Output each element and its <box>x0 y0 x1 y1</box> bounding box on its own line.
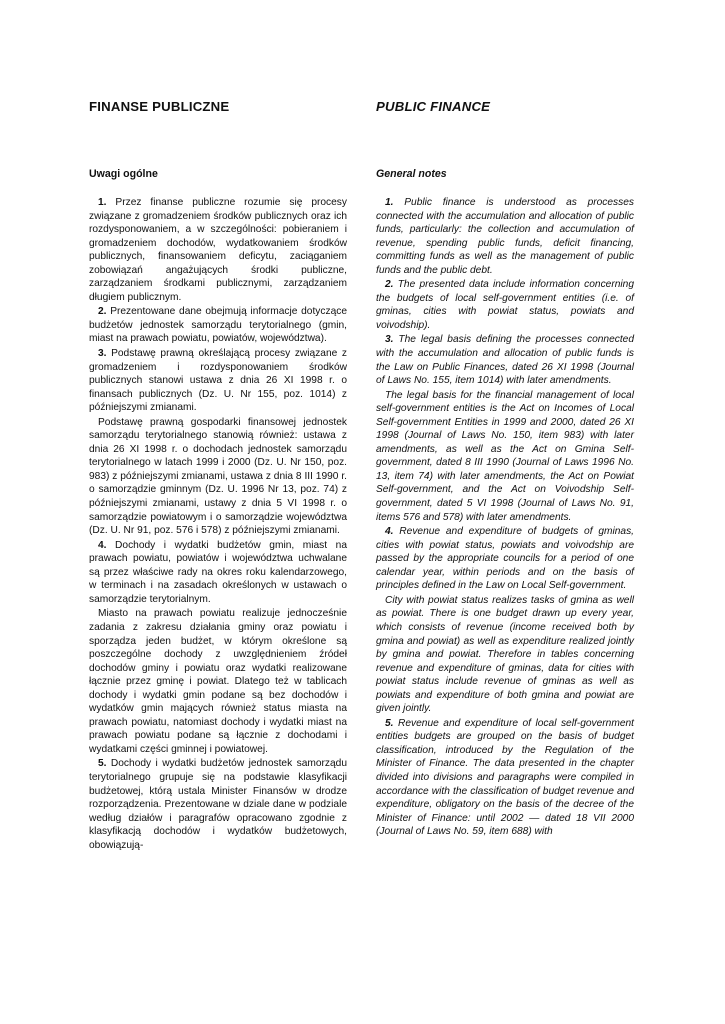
page-title-polish: FINANSE PUBLICZNE <box>89 99 230 114</box>
paragraph-number: 1. <box>98 197 107 208</box>
paragraph-number: 3. <box>385 334 394 346</box>
paragraph-number: 2. <box>385 279 394 291</box>
section-heading-polish: Uwagi ogólne <box>89 168 158 180</box>
paragraph: 5. Dochody i wydatki budżetów jednostek samorządu terytorialnego grupuje się na podstawie klasyfikacji budżetowej, którą ustala Minister Finansów w drodze rozporządzenia. Prezentowane w dziale dane w podziale według działów i paragrafów opracowano zgodnie z klasyfikacją dochodów i wydatków budżetowych, obowiązują- <box>89 758 347 851</box>
paragraph-number: 1. <box>385 197 394 208</box>
paragraph-number: 2. <box>98 306 107 318</box>
paragraph: The legal basis for the financial management of local self-government entities is the Act on Incomes of Local Self-government Entities in 1999 and 2000, dated 26 XI 1998 (Journal of Laws No. 150, item 983) with later amendments, as well as the Act on Gmina Self-government, dated 8 III 1990 (Journal of Laws 1996 No. 13, item 74) with later amendments, the Act on Powiat Self-government, and the Act on Voivodship Self-government, dated 5 VI 1998 (Journal of Laws No. 91, items 576 and 578) with later amendments. <box>376 389 634 523</box>
paragraph: 4. Revenue and expenditure of budgets of gminas, cities with powiat status, powiats and voivodship are passed by the appropriate councils for a period of one calendar year, within periods and on the basis of principles defined in the Law on Local Self-government. <box>376 526 634 592</box>
paragraph: 1. Przez finanse publiczne rozumie się procesy związane z gromadzeniem środków publicznych oraz ich rozdysponowaniem, a w szczególności: pobieraniem i gromadzeniem dochodów, wydatkowaniem środków publicznych, finansowaniem deficytu, zaciąganiem zobowiązań angażujących środki publiczne, zarządzaniem środkami publicznymi, zarządzaniem długiem publicznym. <box>89 197 347 303</box>
paragraph: 3. The legal basis defining the processes connected with the accumulation and allocation of public funds is the Law on Public Finances, dated 26 XI 1998 (Journal of Laws No. 155, item 1014) with later amendments. <box>376 334 634 387</box>
paragraph: 1. Public finance is understood as processes connected with the accumulation and allocation of public funds, particularly: the collection and accumulation of revenue, spending public funds, deficit financing, committing funds as well as the management of public funds and the public debt. <box>376 197 634 276</box>
paragraph: 4. Dochody i wydatki budżetów gmin, miast na prawach powiatu, powiatów i województwa uchwalane są przez właściwe rady na okres roku kalendarzowego, w terminach i na zasadach określonych w ustawach o samorządzie terytorialnym. <box>89 539 347 605</box>
paragraph-number: 3. <box>98 348 107 360</box>
body-text-english <box>376 196 634 840</box>
body-text-polish <box>89 196 347 853</box>
paragraph-number: 4. <box>98 539 107 551</box>
paragraph: 5. Revenue and expenditure of local self-government entities budgets are grouped on the basis of budget classification, introduced by the Regulation of the Minister of Finance. The data presented in the chapter divided into divisions and paragraphs were compiled in accordance with the classification of budget revenue and expenditure, obligatory on the basis of the decree of the Minister of Finance: until 2002 — dated 18 VII 2000 (Journal of Laws No. 59, item 688) with <box>376 717 634 838</box>
paragraph-number: 4. <box>385 526 394 538</box>
paragraph-number: 5. <box>385 717 394 729</box>
paragraph: 2. Prezentowane dane obejmują informacje dotyczące budżetów jednostek samorządu terytorialnego (gmin, miast na prawach powiatu, powiatów, województwa). <box>89 306 347 345</box>
paragraph: City with powiat status realizes tasks of gmina as well as powiat. There is one budget drawn up every year, which consists of revenue (income received both by gmina and powiat) as well as expenditure realized jointly by gmina and powiat. Therefore in tables concerning revenue and expenditure of gminas, data for cities with powiat status include revenue of gminas as well as powiats and expenditure of both gmina and powiat are given jointly. <box>376 594 634 715</box>
section-heading-english: General notes <box>376 168 447 180</box>
page-title-english: PUBLIC FINANCE <box>376 99 491 114</box>
paragraph: Miasto na prawach powiatu realizuje jednocześnie zadania z zakresu działania gminy oraz powiatu i sporządza jeden budżet, w którym określone są poszczególne dochody z uwzględnieniem źródeł dochodów gminy i powiatu oraz wydatki realizowane łącznie przez gminę i powiat. Dlatego też w tablicach dochody i wydatki gmin podane są bez dochodów i wydatków gmin mających również status miasta na prawach powiatu, natomiast dochody i wydatki miast na prawach powiatu podane są łącznie z dochodami i wydatkami części gminnej i powiatowej. <box>89 608 347 755</box>
paragraph-number: 5. <box>98 758 107 770</box>
paragraph: 2. The presented data include information concerning the budgets of local self-government entities (i.e. of gminas, cities with powiat status, powiats and voivodship). <box>376 279 634 331</box>
paragraph: 3. Podstawę prawną określającą procesy związane z gromadzeniem i rozdysponowaniem środków publicznych stanowi ustawa z dnia 26 XI 1998 r. o finansach publicznych (Dz. U. Nr 155, poz. 1014) z późniejszymi zmianami. <box>89 348 347 414</box>
paragraph: Podstawę prawną gospodarki finansowej jednostek samorządu terytorialnego stanowią również: ustawa z dnia 26 XI 1998 r. o dochodach jednostek samorządu terytorialnego w latach 1999 i 2000 (Dz. U. Nr 150, poz. 983) z późniejszymi zmianami, ustawa z dnia 8 III 1990 r. o samorządzie gminnym (Dz. U. 1996 Nr 13, poz. 74) z późniejszymi zmianami, ustawy z dnia 5 VI 1998 r. o samorządzie powiatowym i o samorządzie województwa (Dz. U. Nr 91, poz. 576 i 578) z późniejszymi zmianami. <box>89 416 347 537</box>
